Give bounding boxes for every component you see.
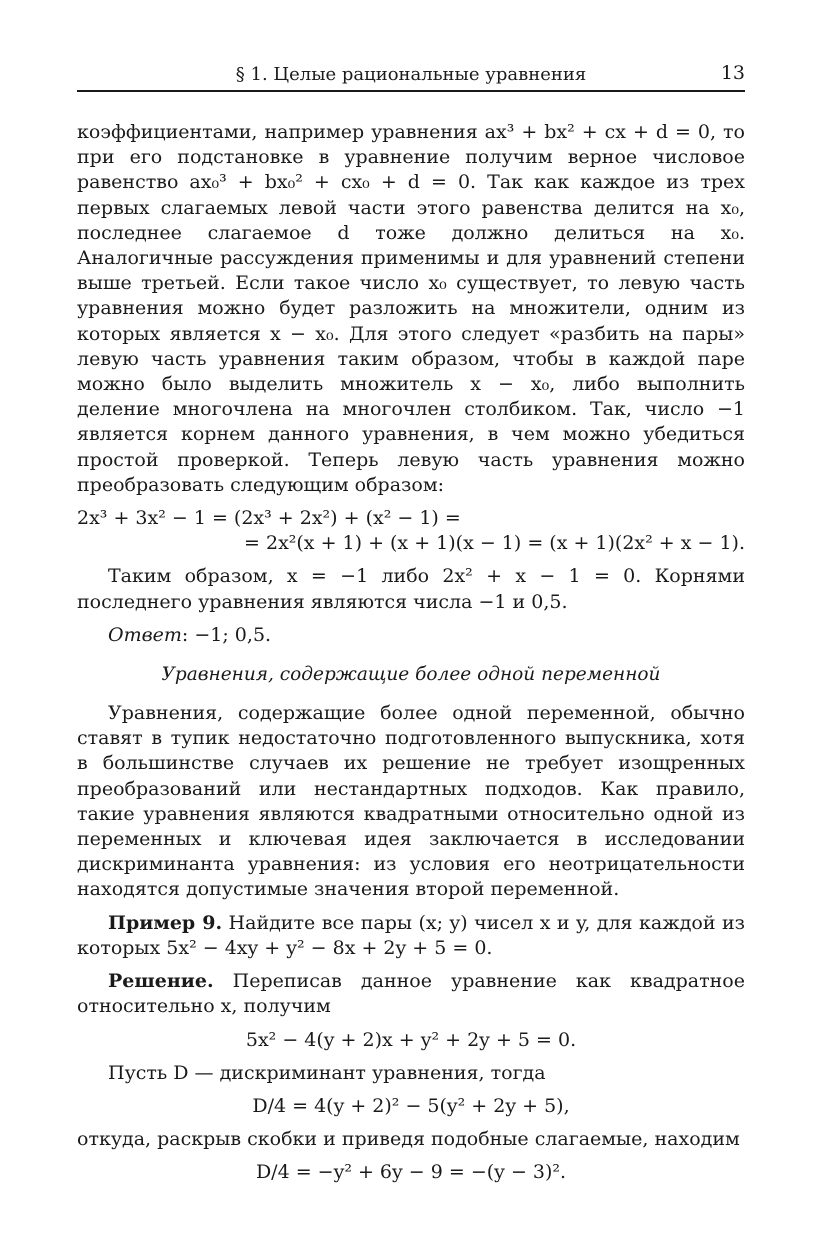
answer-label: Ответ: [108, 623, 182, 646]
paragraph-3: Уравнения, содержащие более одной переменной, обычно ставят в тупик недостаточно подготовленного выпускника, хотя в большинстве случаев их решение не требует изощренных преобразований или нестандартных подходов. Как правило, такие уравнения являются квадратными относительно одной из переменных и ключевая идея заключается в исследовании дискриминанта уравнения: из условия его неотрицательности находятся допустимые значения второй переменной.: [77, 702, 745, 901]
example-9: [77, 911, 745, 961]
page-header: [77, 58, 745, 92]
paragraph-4: Пусть D — дискриминант уравнения, тогда: [108, 1061, 546, 1084]
running-head: § 1. Целые рациональные уравнения: [235, 64, 587, 85]
equation-1-line-2: = 2x²(x + 1) + (x + 1)(x − 1) = (x + 1)(2x² + x − 1).: [244, 532, 745, 555]
equation-1-line-1: 2x³ + 3x² − 1 = (2x³ + 2x²) + (x² − 1) =: [77, 507, 461, 530]
paragraph-5: откуда, раскрыв скобки и приведя подобные слагаемые, находим: [77, 1128, 740, 1151]
equation-4: D/4 = −y² + 6y − 9 = −(y − 3)².: [255, 1161, 567, 1184]
equation-2: 5x² − 4(y + 2)x + y² + 2y + 5 = 0.: [245, 1028, 577, 1051]
page-body: [77, 120, 745, 1186]
solution-text: Переписав данное уравнение как квадратное относительно x, получим: [77, 970, 745, 1018]
answer-line: [77, 623, 745, 648]
paragraph-2: Таким образом, x = −1 либо 2x² + x − 1 = 0. Корнями последнего уравнения являются числа −1 и 0,5.: [77, 565, 745, 613]
example-text: Найдите все пары (x; y) чисел x и y, для каждой из которых 5x² − 4xy + y² − 8x + 2y + 5 = 0.: [77, 911, 745, 959]
example-label: Пример 9.: [108, 911, 223, 934]
solution: [77, 969, 745, 1019]
page-number: 13: [720, 62, 745, 84]
answer-value: : −1; 0,5.: [181, 623, 272, 646]
paragraph-1: коэффициентами, например уравнения ax³ + bx² + cx + d = 0, то при его подстановке в уравнение получим верное числовое равенство ax₀³ + bx₀² + cx₀ + d = 0. Так как каждое из трех первых слагаемых левой части этого равенства делится на x₀, последнее слагаемое d тоже должно делиться на x₀. Аналогичные рассуждения применимы и для уравнений степени выше третьей. Если такое число x₀ существует, то левую часть уравнения можно будет разложить на множители, одним из которых является x − x₀. Для этого следует «разбить на пары» левую часть уравнения таким образом, чтобы в каждой паре можно было выделить множитель x − x₀, либо выполнить деление многочлена на многочлен столбиком. Так, число −1 является корнем данного уравнения, в чем можно убедиться простой проверкой. Теперь левую часть уравнения можно преобразовать следующим образом:: [77, 121, 745, 496]
equation-3: D/4 = 4(y + 2)² − 5(y² + 2y + 5),: [252, 1094, 570, 1117]
section-subheading: Уравнения, содержащие более одной переменной: [161, 664, 661, 686]
solution-label: Решение.: [108, 970, 214, 993]
